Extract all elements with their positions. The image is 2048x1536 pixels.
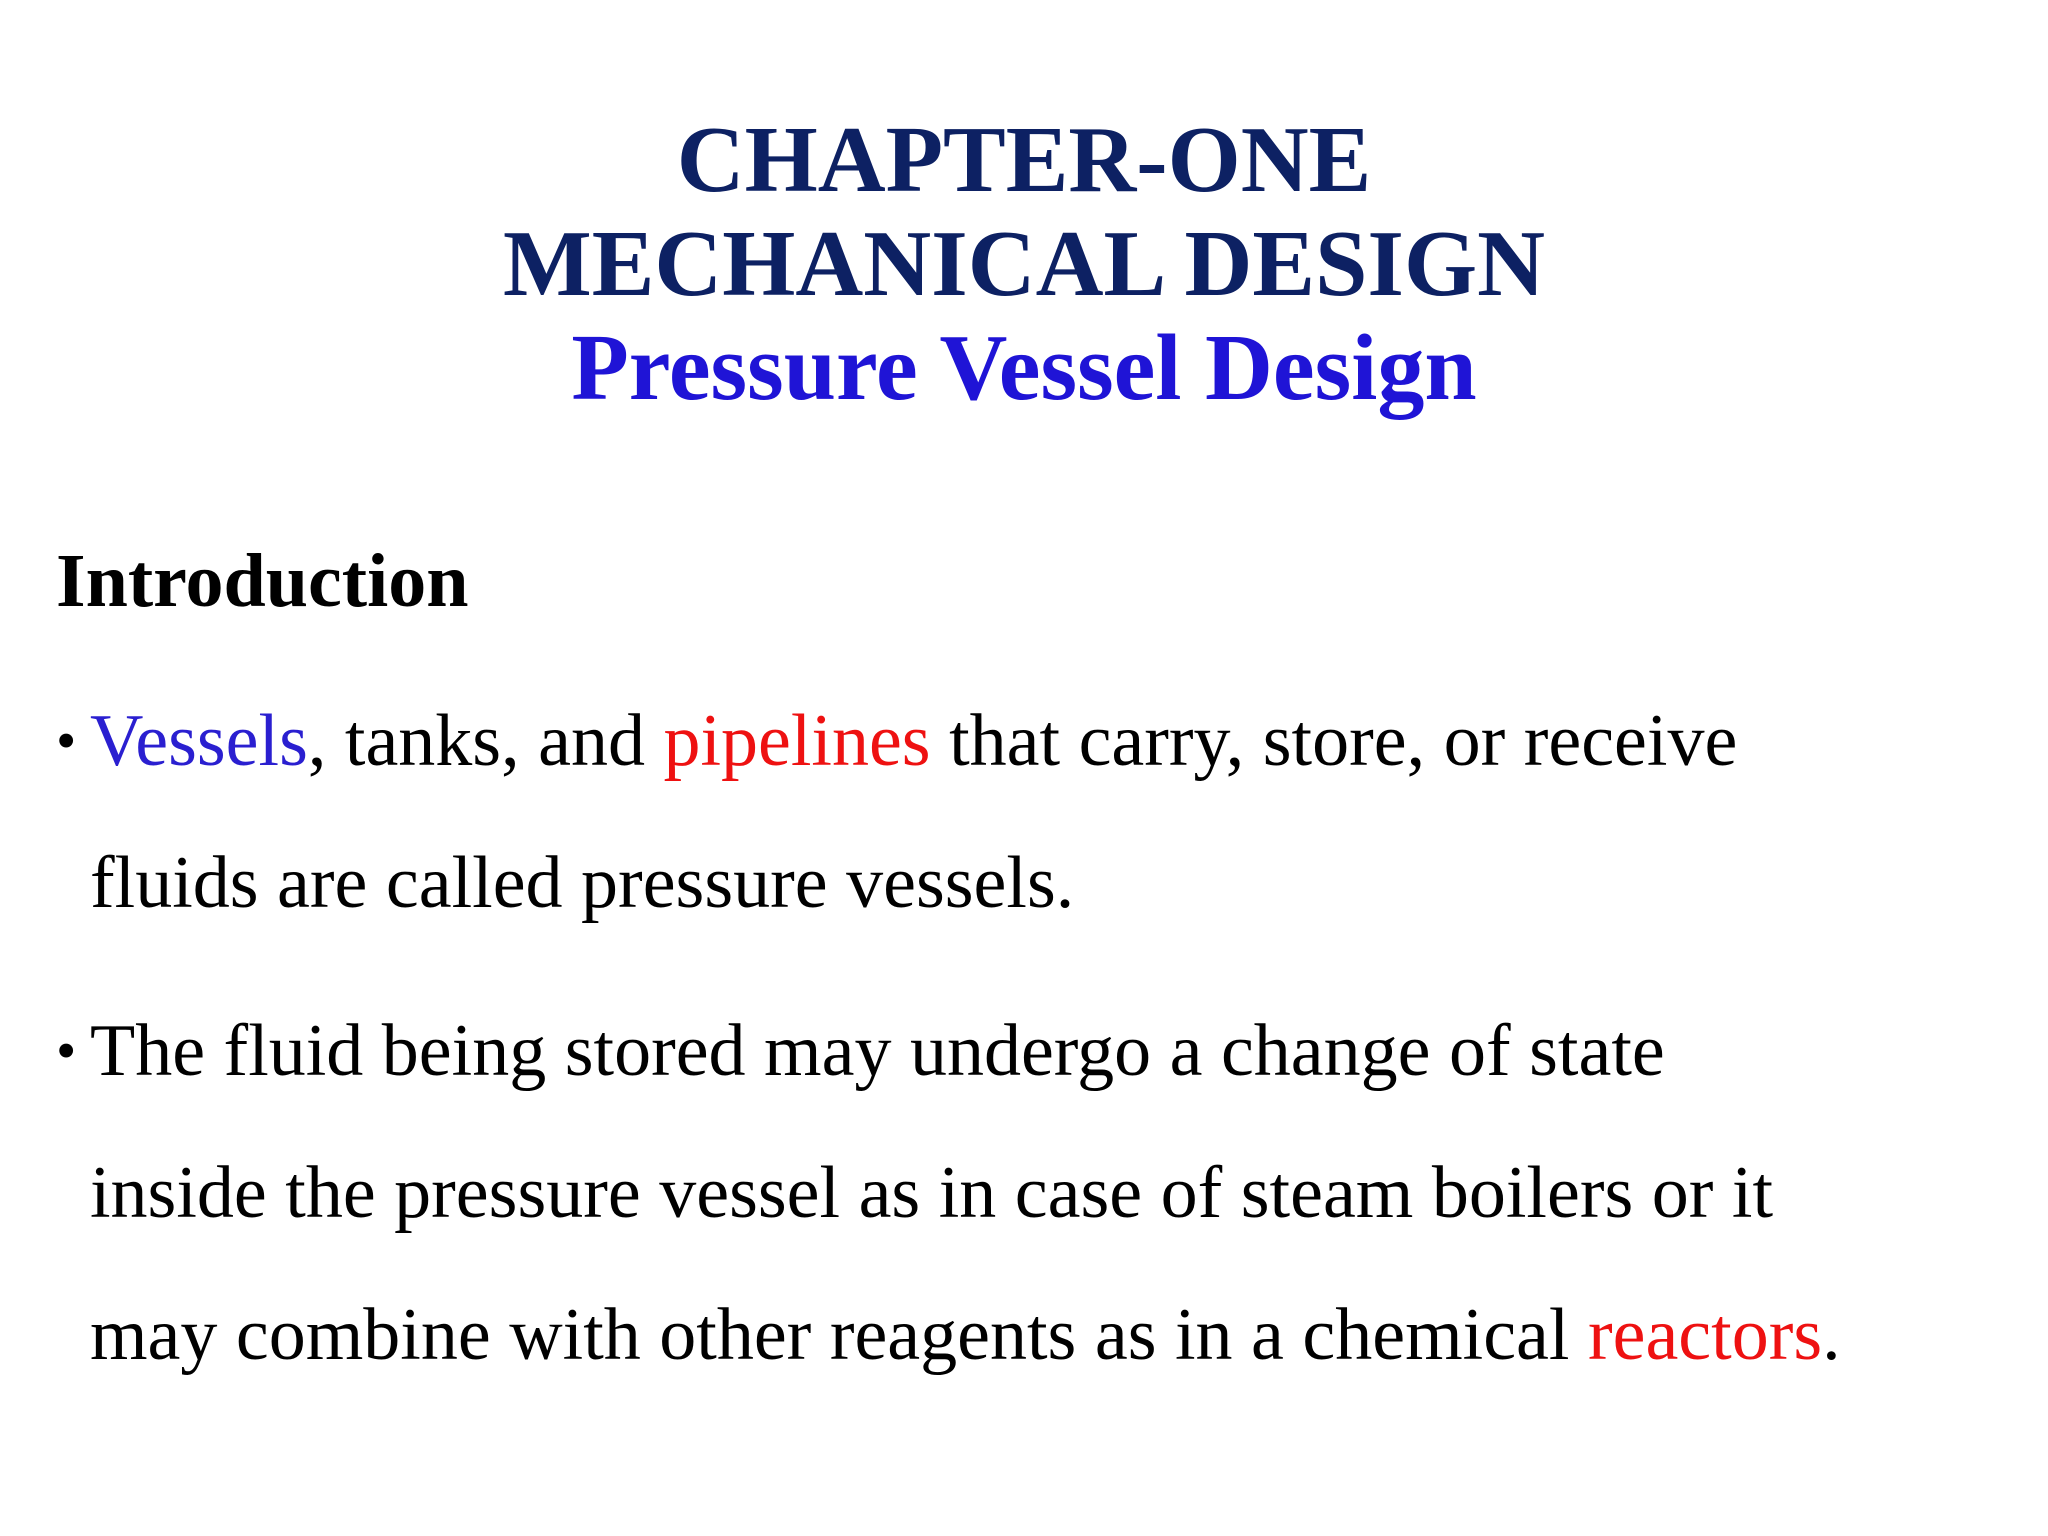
bullet-2-line-3-seg-1: may combine with other reagents as in a chemical	[90, 1294, 1588, 1376]
bullet-item-2	[56, 980, 2036, 1406]
topic-title: Pressure Vessel Design	[571, 316, 1477, 420]
bullet-1-line-1-seg-3: pipelines	[663, 700, 931, 782]
bullet-1-line-2-seg-1: fluids are called pressure vessels.	[90, 842, 1075, 924]
section-heading: Introduction	[56, 539, 469, 623]
bullet-1-line-1-seg-1: Vessels	[90, 700, 308, 782]
bullet-1-line-2	[90, 812, 2036, 954]
bullet-2-line-3-seg-3: .	[1822, 1294, 1841, 1376]
bullet-1-line-1	[90, 670, 2036, 812]
bullet-2-line-3	[90, 1264, 2036, 1406]
bullet-dot-icon: •	[56, 1018, 77, 1083]
bullet-2-line-1	[90, 980, 2036, 1122]
bullet-2-line-3-seg-2: reactors	[1587, 1294, 1823, 1376]
bullet-1-line-1-seg-2: , tanks, and	[307, 700, 664, 782]
bullet-1-line-1-seg-4: that carry, store, or receive	[930, 700, 1738, 782]
bullet-2-line-1-seg-1: The fluid being stored may undergo a change of state	[90, 1010, 1665, 1092]
title-block	[0, 108, 2048, 420]
chapter-subtitle: MECHANICAL DESIGN	[503, 212, 1545, 316]
bullet-2-line-2	[90, 1122, 2036, 1264]
chapter-title: CHAPTER-ONE	[676, 108, 1372, 212]
bullet-item-1	[56, 670, 2036, 954]
bullet-2-line-2-seg-1: inside the pressure vessel as in case of steam boilers or it	[90, 1152, 1774, 1234]
bullet-dot-icon: •	[56, 708, 77, 773]
